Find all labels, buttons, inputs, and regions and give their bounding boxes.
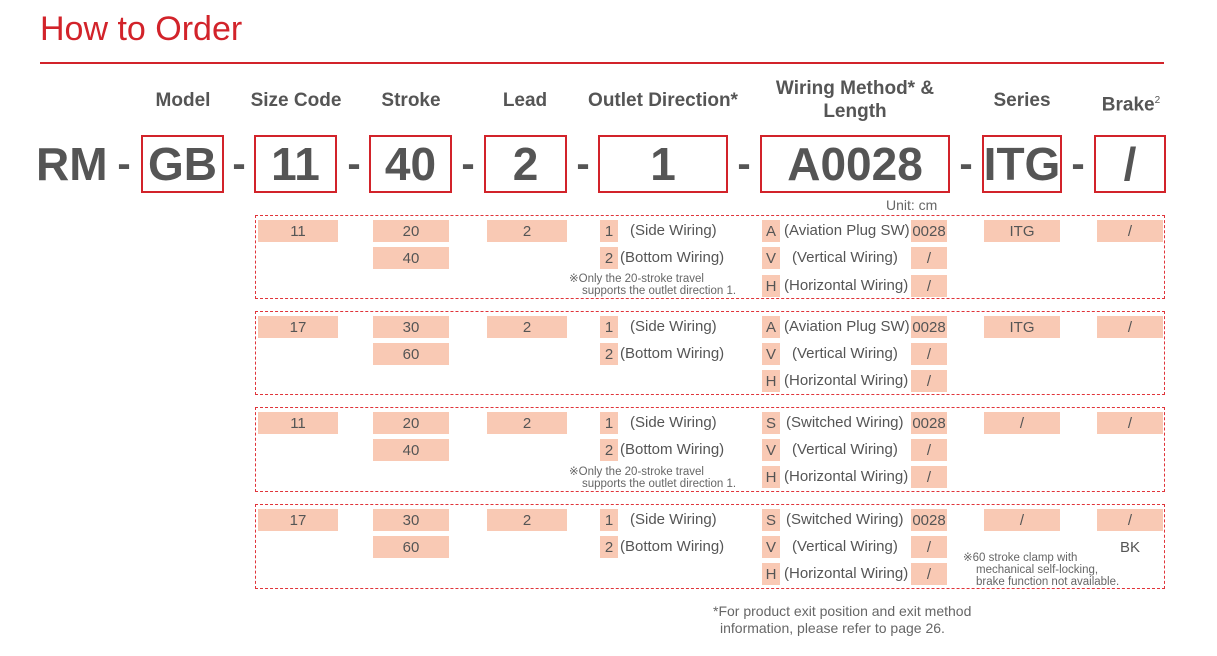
wiring-label: (Switched Wiring): [786, 414, 904, 431]
size-cell: 11: [258, 220, 338, 242]
title-divider: [40, 62, 1164, 64]
outlet-label: (Bottom Wiring): [620, 538, 725, 555]
wiring-label: (Horizontal Wiring): [784, 565, 909, 582]
model-prefix: RM: [36, 138, 108, 190]
length-cell: /: [911, 466, 947, 488]
wiring-label: (Horizontal Wiring): [784, 372, 909, 389]
brake-note: ※60 stroke clamp with: [963, 552, 1078, 564]
length-cell: 0028: [911, 509, 947, 531]
outlet-code-cell: 1: [600, 316, 618, 338]
outlet-code-cell: 1: [600, 509, 618, 531]
code-dash: -: [232, 142, 246, 186]
series-cell: /: [984, 509, 1060, 531]
stroke-cell: 30: [373, 316, 449, 338]
wiring-label: (Aviation Plug SW): [784, 318, 910, 335]
header-wiring-line2: Length: [823, 101, 887, 122]
code-dash: -: [461, 142, 475, 186]
wiring-label: (Aviation Plug SW): [784, 222, 910, 239]
brake-note: brake function not available.: [976, 576, 1120, 588]
length-cell: 0028: [911, 412, 947, 434]
header-lead: Lead: [502, 90, 548, 111]
header-outlet-direction: Outlet Direction*: [588, 90, 738, 111]
header-brake: [1094, 90, 1168, 116]
length-cell: /: [911, 343, 947, 365]
wiring-code-cell: S: [762, 412, 780, 434]
series-cell: ITG: [984, 316, 1060, 338]
length-cell: /: [911, 275, 947, 297]
length-cell: /: [911, 439, 947, 461]
code-wiring-box: A0028: [760, 135, 950, 193]
outlet-note: supports the outlet direction 1.: [582, 478, 737, 490]
lead-cell: 2: [487, 509, 567, 531]
header-brake-label: Brake: [1101, 94, 1155, 116]
wiring-label: (Horizontal Wiring): [784, 277, 909, 294]
lead-cell: 2: [487, 316, 567, 338]
length-cell: 0028: [911, 220, 947, 242]
stroke-cell: 60: [373, 343, 449, 365]
wiring-label: (Switched Wiring): [786, 511, 904, 528]
stroke-cell: 20: [373, 412, 449, 434]
stroke-cell: 30: [373, 509, 449, 531]
brake-cell: /: [1097, 412, 1163, 434]
brake-cell: /: [1097, 509, 1163, 531]
code-dash: -: [347, 142, 361, 186]
outlet-note: supports the outlet direction 1.: [582, 285, 737, 297]
wiring-label: (Vertical Wiring): [792, 538, 898, 555]
brake-cell: /: [1097, 316, 1163, 338]
series-cell: ITG: [984, 220, 1060, 242]
length-cell: /: [911, 370, 947, 392]
outlet-label: (Side Wiring): [630, 222, 717, 239]
series-cell: /: [984, 412, 1060, 434]
wiring-code-cell: H: [762, 466, 780, 488]
lead-cell: 2: [487, 220, 567, 242]
outlet-note: ※Only the 20-stroke travel: [569, 273, 704, 285]
stroke-cell: 40: [373, 439, 449, 461]
outlet-code-cell: 2: [600, 247, 618, 269]
code-series-box: ITG: [982, 135, 1062, 193]
outlet-label: (Side Wiring): [630, 414, 717, 431]
outlet-label: (Side Wiring): [630, 318, 717, 335]
stroke-cell: 60: [373, 536, 449, 558]
length-cell: 0028: [911, 316, 947, 338]
header-wiring-line1: Wiring Method* &: [775, 78, 935, 99]
wiring-code-cell: A: [762, 316, 780, 338]
length-cell: /: [911, 536, 947, 558]
header-size-code: Size Code: [250, 90, 342, 111]
wiring-label: (Vertical Wiring): [792, 249, 898, 266]
wiring-label: (Vertical Wiring): [792, 345, 898, 362]
code-outlet-box: 1: [598, 135, 728, 193]
size-cell: 11: [258, 412, 338, 434]
wiring-code-cell: V: [762, 343, 780, 365]
code-dash: -: [576, 142, 590, 186]
outlet-label: (Bottom Wiring): [620, 441, 725, 458]
code-dash: -: [117, 142, 131, 186]
code-size-box: 11: [254, 135, 337, 193]
wiring-code-cell: A: [762, 220, 780, 242]
code-stroke-box: 40: [369, 135, 452, 193]
wiring-code-cell: H: [762, 275, 780, 297]
stroke-cell: 20: [373, 220, 449, 242]
code-dash: -: [1071, 142, 1085, 186]
wiring-code-cell: H: [762, 370, 780, 392]
outlet-code-cell: 1: [600, 412, 618, 434]
outlet-label: (Bottom Wiring): [620, 345, 725, 362]
code-brake-box: /: [1094, 135, 1166, 193]
size-cell: 17: [258, 509, 338, 531]
size-cell: 17: [258, 316, 338, 338]
code-lead-box: 2: [484, 135, 567, 193]
wiring-code-cell: H: [762, 563, 780, 585]
footnote-line: *For product exit position and exit method: [713, 603, 972, 619]
outlet-label: (Side Wiring): [630, 511, 717, 528]
length-cell: /: [911, 247, 947, 269]
header-series: Series: [993, 90, 1051, 111]
brake-cell: BK: [1119, 538, 1140, 556]
header-brake-superscript: 2: [1154, 95, 1161, 106]
stroke-cell: 40: [373, 247, 449, 269]
wiring-label: (Horizontal Wiring): [784, 468, 909, 485]
outlet-code-cell: 1: [600, 220, 618, 242]
unit-label: Unit: cm: [886, 197, 938, 213]
wiring-code-cell: V: [762, 247, 780, 269]
wiring-code-cell: V: [762, 536, 780, 558]
code-dash: -: [959, 142, 973, 186]
code-dash: -: [737, 142, 751, 186]
outlet-label: (Bottom Wiring): [620, 249, 725, 266]
brake-cell: /: [1097, 220, 1163, 242]
outlet-code-cell: 2: [600, 343, 618, 365]
brake-note: mechanical self-locking,: [976, 564, 1099, 576]
lead-cell: 2: [487, 412, 567, 434]
header-stroke: Stroke: [381, 90, 441, 111]
length-cell: /: [911, 563, 947, 585]
outlet-code-cell: 2: [600, 439, 618, 461]
code-model-box: GB: [141, 135, 224, 193]
wiring-label: (Vertical Wiring): [792, 441, 898, 458]
page-title: How to Order: [40, 10, 243, 48]
outlet-code-cell: 2: [600, 536, 618, 558]
header-model: Model: [155, 90, 211, 111]
footnote-line: information, please refer to page 26.: [720, 620, 945, 636]
wiring-code-cell: S: [762, 509, 780, 531]
outlet-note: ※Only the 20-stroke travel: [569, 466, 704, 478]
wiring-code-cell: V: [762, 439, 780, 461]
